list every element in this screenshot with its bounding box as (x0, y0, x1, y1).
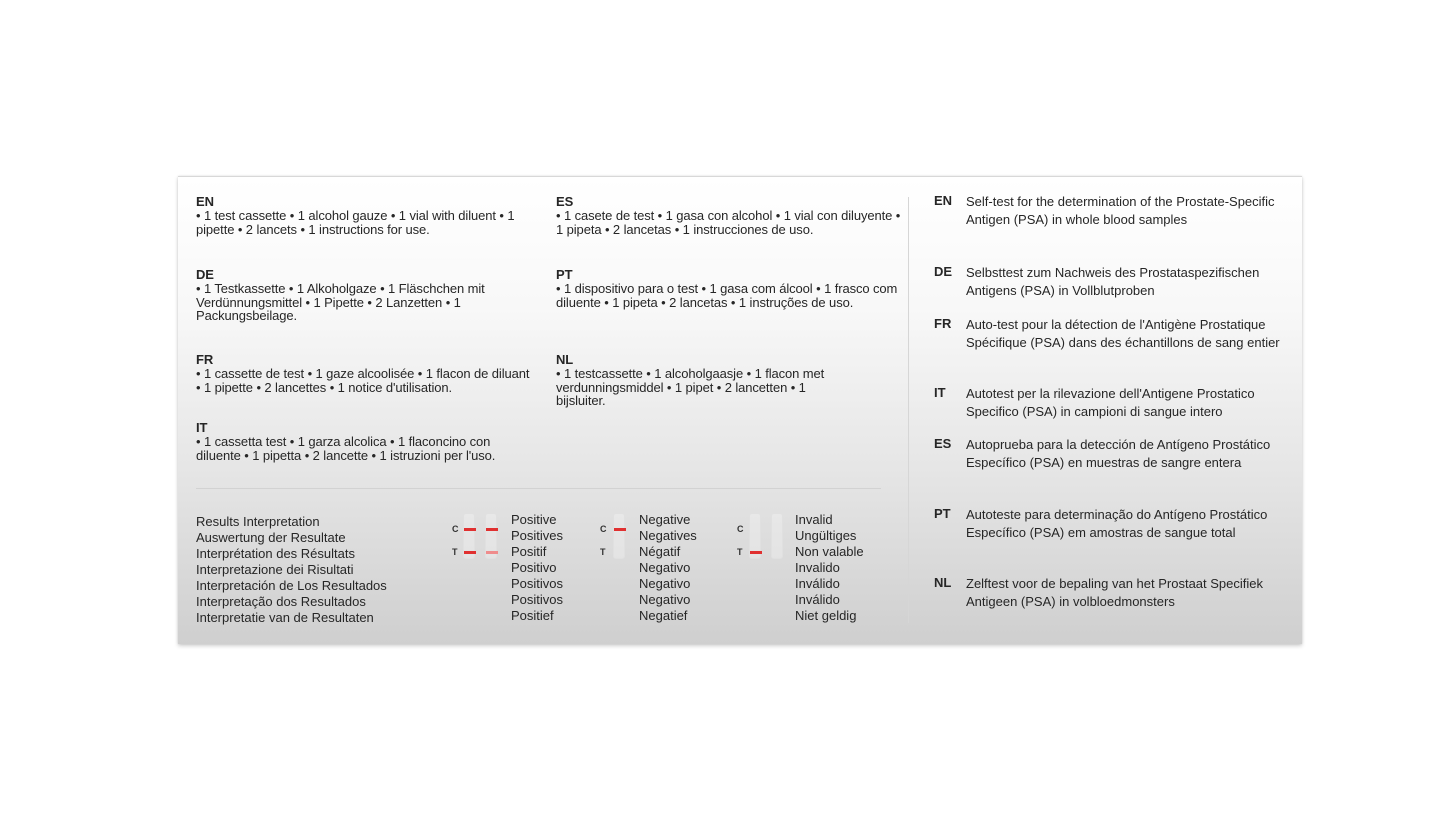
description-code: EN (934, 193, 953, 208)
negative-label: Negativo (639, 576, 691, 591)
contents-items: • 1 Testkassette • 1 Alkoholgaze • 1 Fläschchen mit Verdünnungsmittel • 1 Pipette • 2 Lanzetten • 1 Packungsbeilage. (196, 281, 485, 323)
description-text: Autoteste para determinação do Antígeno Prostático Específico (PSA) em amostras de sangue total (966, 507, 1268, 540)
results-title: Interpretatie van de Resultaten (196, 610, 374, 625)
results-title: Interpretação dos Resultados (196, 594, 366, 609)
contents-items: • 1 casete de test • 1 gasa con alcohol • 1 vial con diluyente • 1 pipeta • 2 lancetas • 1 instrucciones de uso. (556, 208, 901, 237)
invalid-label: Niet geldig (795, 608, 857, 623)
negative-label: Negative (639, 512, 691, 527)
contents-items: • 1 test cassette • 1 alcohol gauze • 1 vial with diluent • 1 pipette • 2 lancets • 1 instructions for use. (196, 208, 515, 237)
description-code: FR (934, 316, 952, 331)
description-text: Zelftest voor de bepaling van het Prostaat Specifiek Antigeen (PSA) in volbloedmonsters (966, 576, 1264, 609)
test-strip (613, 513, 625, 559)
control-band (464, 528, 476, 531)
description-code: PT (934, 506, 951, 521)
contents-code: EN (196, 194, 214, 209)
contents-es (556, 195, 902, 236)
positive-label: Positives (511, 528, 564, 543)
negative-labels (639, 512, 697, 624)
results-title: Auswertung der Resultate (196, 530, 346, 545)
positive-label: Positive (511, 512, 557, 527)
negative-label: Negativo (639, 560, 691, 575)
contents-code: PT (556, 267, 573, 282)
results-title: Results Interpretation (196, 514, 320, 529)
control-line-label: C (737, 524, 744, 534)
negative-label: Negativo (639, 592, 691, 607)
contents-items: • 1 cassetta test • 1 garza alcolica • 1 flaconcino con diluente • 1 pipetta • 2 lancette • 1 istruzioni per l'uso. (196, 434, 496, 463)
contents-code: FR (196, 352, 214, 367)
contents-code: DE (196, 267, 214, 282)
description-text: Autoprueba para la detección de Antígeno Prostático Específico (PSA) en muestras de sangre entera (966, 437, 1271, 470)
horizontal-divider (196, 488, 881, 489)
contents-code: NL (556, 352, 574, 367)
contents-items: • 1 cassette de test • 1 gaze alcoolisée • 1 flacon de diluant • 1 pipette • 2 lancettes • 1 notice d'utilisation. (196, 366, 530, 395)
invalid-label: Inválido (795, 592, 840, 607)
description-text: Self-test for the determination of the Prostate-Specific Antigen (PSA) in whole blood samples (966, 194, 1275, 227)
description-text: Autotest per la rilevazione dell'Antigene Prostatico Specifico (PSA) in campioni di sangue intero (966, 386, 1255, 419)
invalid-label: Inválido (795, 576, 840, 591)
negative-label: Négatif (639, 544, 681, 559)
control-line-label: C (600, 524, 607, 534)
contents-code: IT (196, 420, 208, 435)
control-band (614, 528, 626, 531)
contents-items: • 1 dispositivo para o test • 1 gasa com álcool • 1 frasco com diluente • 1 pipeta • 2 lancetas • 1 instruções de uso. (556, 281, 898, 310)
invalid-label: Non valable (795, 544, 864, 559)
description-code: DE (934, 264, 953, 279)
description-code: NL (934, 575, 952, 590)
contents-de (196, 268, 522, 323)
invalid-label: Invalid (795, 512, 833, 527)
test-line-label: T (600, 547, 606, 557)
contents-code: ES (556, 194, 574, 209)
results-title: Interpretación de Los Resultados (196, 578, 387, 593)
description-code: ES (934, 436, 952, 451)
description-code: IT (934, 385, 946, 400)
results-titles (196, 514, 387, 626)
negative-label: Negatives (639, 528, 697, 543)
contents-nl (556, 353, 856, 408)
test-band (464, 551, 476, 554)
invalid-label: Invalido (795, 560, 840, 575)
control-line-label: C (452, 524, 459, 534)
positive-label: Positief (511, 608, 554, 623)
description-text: Selbsttest zum Nachweis des Prostataspezifischen Antigens (PSA) in Vollblutproben (966, 265, 1260, 298)
results-title: Interprétation des Résultats (196, 546, 355, 561)
contents-en (196, 195, 532, 236)
invalid-label: Ungültiges (795, 528, 857, 543)
positive-labels (511, 512, 563, 624)
contents-pt (556, 268, 902, 309)
contents-it (196, 421, 536, 462)
results-title: Interpretazione dei Risultati (196, 562, 354, 577)
control-band (486, 528, 498, 531)
positive-label: Positivo (511, 560, 557, 575)
test-band-faint (486, 551, 498, 554)
package-panel (178, 176, 1302, 644)
description-text: Auto-test pour la détection de l'Antigène Prostatique Spécifique (PSA) dans des échantillons de sang entier (966, 317, 1280, 350)
test-band (750, 551, 762, 554)
test-line-label: T (737, 547, 743, 557)
test-strip (771, 513, 783, 559)
vertical-divider (908, 197, 909, 623)
invalid-labels (795, 512, 864, 624)
test-line-label: T (452, 547, 458, 557)
positive-label: Positif (511, 544, 547, 559)
negative-label: Negatief (639, 608, 688, 623)
contents-fr (196, 353, 532, 394)
positive-label: Positivos (511, 592, 564, 607)
contents-items: • 1 testcassette • 1 alcoholgaasje • 1 flacon met verdunningsmiddel • 1 pipet • 2 lancetten • 1 bijsluiter. (556, 366, 825, 408)
positive-label: Positivos (511, 576, 564, 591)
